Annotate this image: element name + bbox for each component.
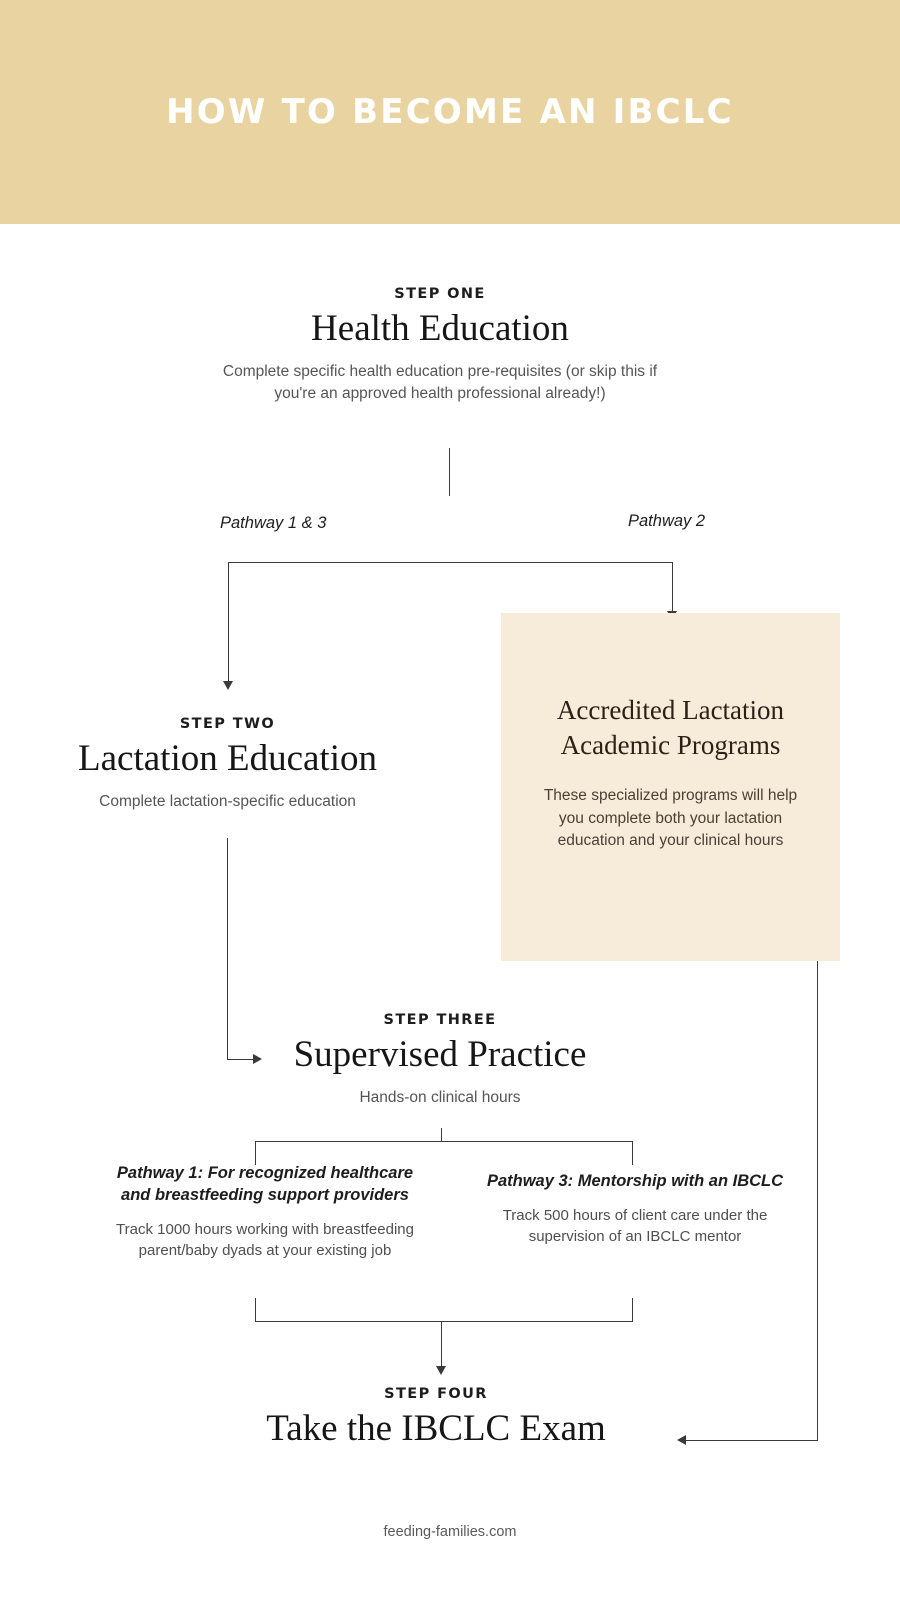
pathway-3-title: Pathway 3: Mentorship with an IBCLC xyxy=(486,1172,784,1190)
accredited-programs-card xyxy=(501,613,840,961)
branch-label-pathway-1-3: Pathway 1 & 3 xyxy=(220,514,327,532)
connector-step-one-stem xyxy=(449,448,450,496)
step-two-label: STEP TWO xyxy=(179,716,276,732)
step-four-group xyxy=(196,1386,676,1451)
connector-branch-left xyxy=(228,562,229,682)
connector-merge-stem xyxy=(441,1321,442,1367)
accredited-programs-title: Accredited Lactation Academic Programs xyxy=(556,695,785,761)
connector-merge-right xyxy=(632,1298,633,1322)
step-one-label: STEP ONE xyxy=(394,286,486,302)
connector-step-three-split-right xyxy=(632,1141,633,1165)
pathway-3-description: Track 500 hours of client care under the supervision of an IBCLC mentor xyxy=(502,1207,768,1246)
step-three-description: Hands-on clinical hours xyxy=(359,1088,521,1106)
footer-source: feeding-families.com xyxy=(383,1524,517,1540)
pathway-1-group xyxy=(100,1162,430,1261)
step-one-description: Complete specific health education pre-requisites (or skip this if you're an approved health professional already!) xyxy=(222,362,658,402)
step-two-group xyxy=(20,716,435,813)
step-two-description: Complete lactation-specific education xyxy=(99,792,356,810)
connector-accredited-box-to-exam xyxy=(686,1440,818,1441)
step-one-title: Health Education xyxy=(311,308,569,349)
step-four-label: STEP FOUR xyxy=(384,1386,488,1402)
accredited-programs-description: These specialized programs will help you complete both your lactation education and your clinical hours xyxy=(543,787,798,850)
arrow-down-icon-to-step-two xyxy=(223,681,233,690)
connector-branch-horizontal xyxy=(228,562,673,563)
pathway-1-description: Track 1000 hours working with breastfeeding parent/baby dyads at your existing job xyxy=(116,1221,414,1260)
arrow-left-icon-to-step-four xyxy=(677,1435,686,1445)
connector-branch-right xyxy=(672,562,673,612)
branch-label-pathway-2: Pathway 2 xyxy=(628,512,706,530)
step-three-group xyxy=(200,1012,680,1109)
step-three-label: STEP THREE xyxy=(383,1012,497,1028)
connector-merge-horizontal xyxy=(255,1321,633,1322)
connector-step-three-split xyxy=(255,1141,633,1142)
pathway-1-title: Pathway 1: For recognized healthcare and breastfeeding support providers xyxy=(116,1164,414,1205)
step-three-title: Supervised Practice xyxy=(293,1034,587,1075)
step-four-title: Take the IBCLC Exam xyxy=(266,1408,606,1449)
arrow-down-icon-to-exam xyxy=(436,1366,446,1375)
page-title: HOW TO BECOME AN IBCLC xyxy=(166,92,734,132)
connector-accredited-box-down xyxy=(817,961,818,1441)
connector-step-three-stem xyxy=(441,1128,442,1142)
step-one-group xyxy=(200,286,680,405)
connector-merge-left xyxy=(255,1298,256,1322)
pathway-3-group xyxy=(470,1170,800,1247)
step-two-title: Lactation Education xyxy=(78,738,377,779)
page-header xyxy=(0,0,900,224)
